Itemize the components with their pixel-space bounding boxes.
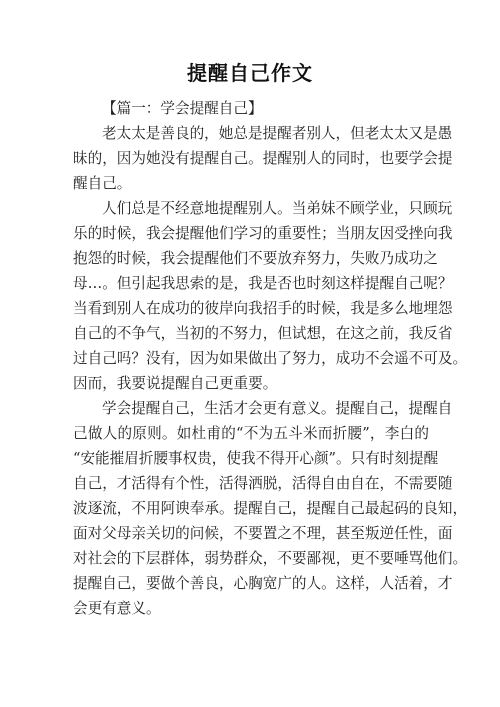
paragraph-2-line: 过自己吗？没有，因为如果做出了努力，成功不会遥不可及。 [73,350,468,367]
paragraph-2-line: 当看到别人在成功的彼岸向我招手的时候，我是多么地埋怨 [73,300,453,317]
paragraph-1-line: 昧的，因为她没有提醒自己。提醒别人的同时，也要学会提 [73,150,453,167]
paragraph-2-line: 母…。但引起我思索的是，我是否也时刻这样提醒自己呢？ [73,275,453,292]
section-heading: 【篇一：学会提醒自己】 [102,100,263,117]
paragraph-3-line: 波逐流，不用阿谀奉承。提醒自己，提醒自己最起码的良知， [73,500,468,517]
paragraph-3-line: 学会提醒自己，生活才会更有意义。提醒自己，提醒自 [102,400,453,417]
paragraph-3-line: 提醒自己，要做个善良，心胸宽广的人。这样，人活着，才 [73,575,453,592]
document-title: 提醒自己作文 [187,61,313,85]
paragraph-3-line: 面对父母亲关切的问候，不要置之不理，甚至叛逆任性，面 [73,525,453,542]
paragraph-3-line: 会更有意义。 [73,600,161,617]
document-body [73,96,468,621]
paragraph-3-line: 自己，才活得有个性，活得洒脱，活得自由自在，不需要随 [73,475,453,492]
paragraph-2-line: 人们总是不经意地提醒别人。当弟妹不顾学业，只顾玩 [102,200,453,217]
paragraph-2-line: 抱怨的时候，我会提醒他们不要放弃努力，失败乃成功之 [73,250,438,267]
paragraph-3-line: 己做人的原则。如杜甫的“不为五斗米而折腰”，李白的 [73,425,429,442]
paragraph-1-line: 醒自己。 [73,175,132,192]
paragraph-2-line: 乐的时候，我会提醒他们学习的重要性；当朋友因受挫向我 [73,225,453,242]
paragraph-2-line: 因而，我要说提醒自己更重要。 [73,375,278,392]
paragraph-2-line: 自己的不争气，当初的不努力，但试想，在这之前，我反省 [73,325,453,342]
paragraph-3-line: “安能摧眉折腰事权贵，使我不得开心颜”。只有时刻提醒 [73,450,439,467]
paragraph-1-line: 老太太是善良的，她总是提醒者别人，但老太太又是愚 [102,125,453,142]
paragraph-3-line: 对社会的下层群体，弱势群众，不要鄙视，更不要唾骂他们。 [73,550,468,567]
